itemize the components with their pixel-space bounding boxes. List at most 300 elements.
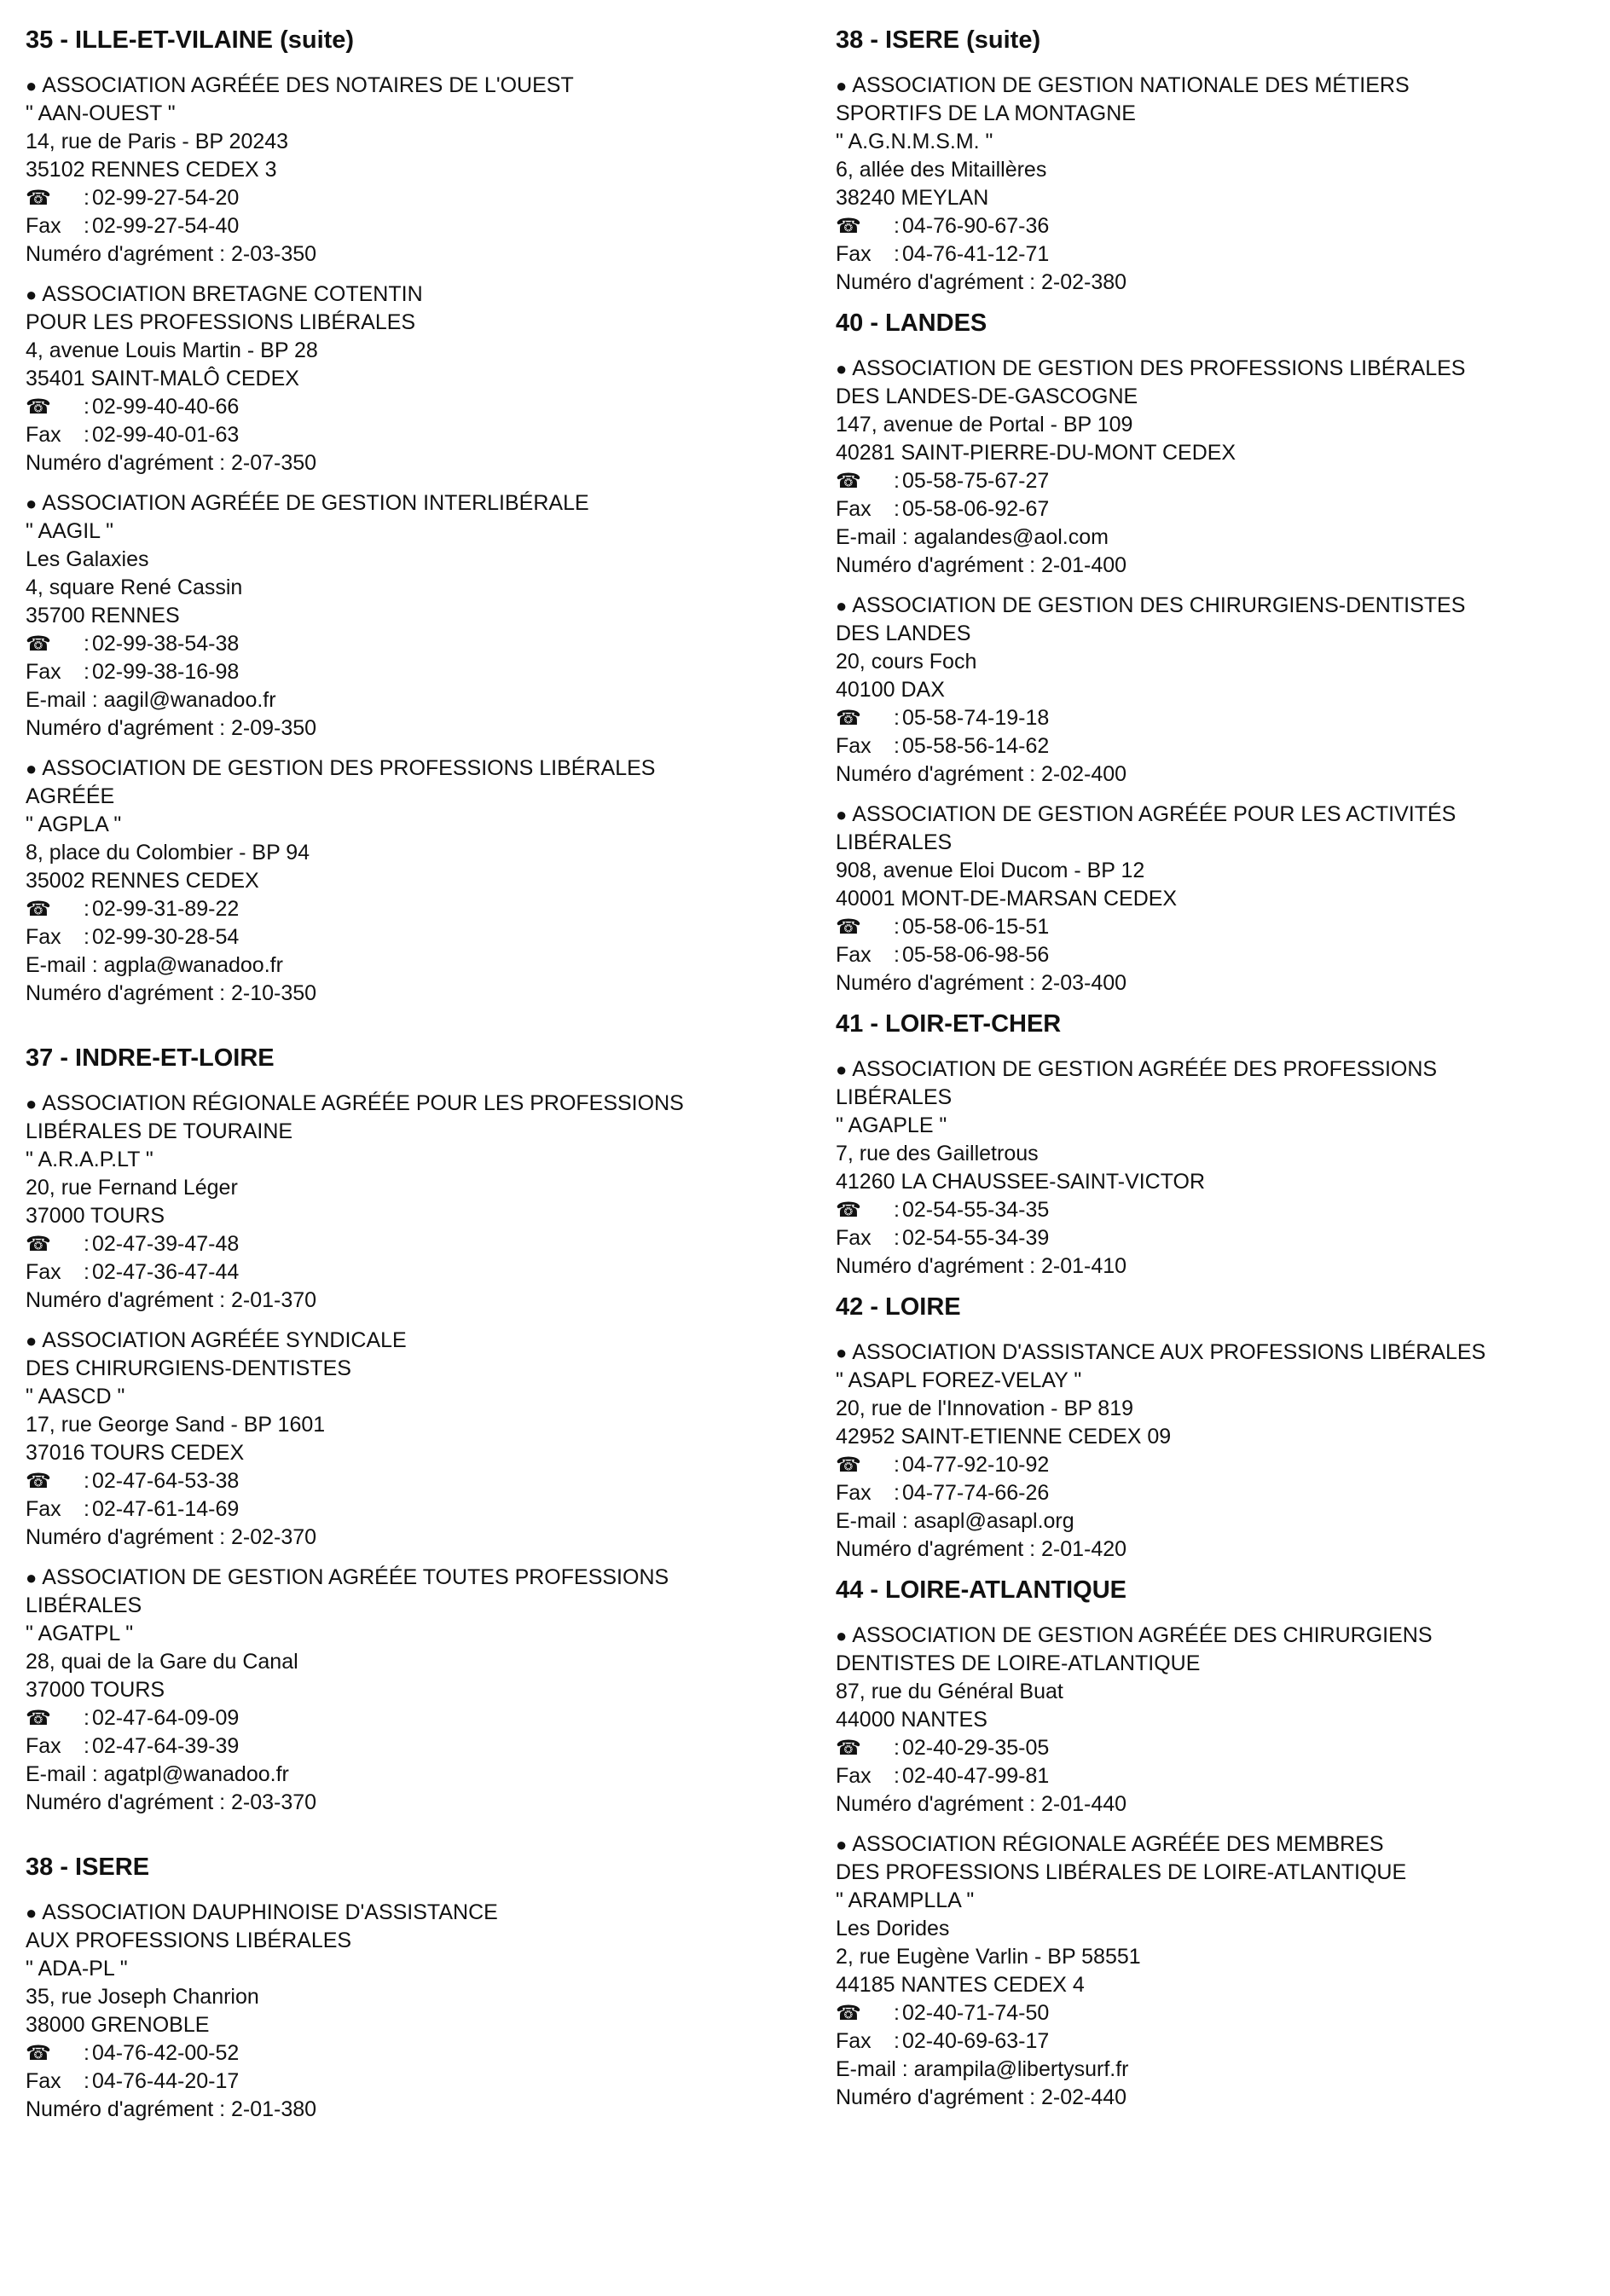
phone-icon: ☎ <box>836 916 861 939</box>
association-name-text: " AGPLA " <box>26 813 122 836</box>
association-name-text: ASSOCIATION DE GESTION DES PROFESSIONS LIBÉRALES <box>42 756 656 780</box>
phone-number: 02-47-64-53-38 <box>91 1469 240 1493</box>
address-line: 20, rue de l'Innovation - BP 819 <box>836 1397 1133 1420</box>
fax-line <box>26 212 793 240</box>
fax-number: 04-76-44-20-17 <box>91 2069 240 2093</box>
phone-icon: ☎ <box>836 215 861 238</box>
address-line: 40281 SAINT-PIERRE-DU-MONT CEDEX <box>836 441 1236 465</box>
phone-line <box>26 630 793 658</box>
bullet-icon: ● <box>26 758 38 779</box>
phone-icon: ☎ <box>836 707 861 730</box>
phone-icon: ☎ <box>26 187 51 210</box>
phone-colon: : <box>84 632 90 656</box>
address-line: 40001 MONT-DE-MARSAN CEDEX <box>836 887 1178 911</box>
phone-line <box>836 1451 1603 1479</box>
right-column <box>836 26 1603 2124</box>
association-name-text: " ASAPL FOREZ-VELAY " <box>836 1368 1082 1392</box>
association-name-line <box>26 309 793 337</box>
agrement-number: Numéro d'agrément : 2-02-380 <box>836 270 1127 294</box>
association-name-line <box>836 128 1603 156</box>
phone-icon: ☎ <box>26 1470 51 1493</box>
address-line: Les Dorides <box>836 1917 950 1940</box>
address-line: 44000 NANTES <box>836 1708 987 1732</box>
fax-number: 04-77-74-66-26 <box>901 1481 1050 1505</box>
association-name-text: AUX PROFESSIONS LIBÉRALES <box>26 1929 352 1952</box>
phone-number: 02-47-39-47-48 <box>91 1232 240 1256</box>
association-name-line <box>26 1899 793 1927</box>
association-name-text: ASSOCIATION BRETAGNE COTENTIN <box>42 282 423 306</box>
association-entry <box>26 1090 793 1315</box>
phone-colon: : <box>894 214 900 238</box>
phone-line <box>836 212 1603 240</box>
fax-line <box>836 1479 1603 1507</box>
association-name-text: ASSOCIATION RÉGIONALE AGRÉÉE DES MEMBRES <box>852 1832 1384 1856</box>
bullet-icon: ● <box>836 804 848 825</box>
fax-line <box>26 658 793 686</box>
address-line: Les Galaxies <box>26 547 149 571</box>
phone-line <box>836 1734 1603 1762</box>
address-line: 20, cours Foch <box>836 650 977 674</box>
association-name-line <box>26 1090 793 1118</box>
department-title: 37 - INDRE-ET-LOIRE <box>26 1044 275 1072</box>
fax-colon: : <box>894 1764 900 1788</box>
association-name-line <box>26 1927 793 1955</box>
address-line: 28, quai de la Gare du Canal <box>26 1650 298 1674</box>
association-name-line <box>836 1622 1603 1650</box>
phone-line <box>836 704 1603 732</box>
phone-line <box>836 913 1603 941</box>
association-name-line <box>836 72 1603 100</box>
address-line: 8, place du Colombier - BP 94 <box>26 841 310 865</box>
association-name-line <box>26 1327 793 1355</box>
association-name-line <box>26 518 793 546</box>
bullet-icon: ● <box>26 493 38 514</box>
association-name-text: DES LANDES <box>836 622 971 645</box>
left-column <box>26 26 793 2136</box>
phone-colon: : <box>84 395 90 419</box>
agrement-number: Numéro d'agrément : 2-03-370 <box>26 1790 317 1814</box>
association-name-text: ASSOCIATION DE GESTION AGRÉÉE DES PROFESSIONS <box>852 1057 1438 1081</box>
phone-number: 04-76-42-00-52 <box>91 2041 240 2065</box>
address-line: 35102 RENNES CEDEX 3 <box>26 158 277 182</box>
fax-line <box>836 941 1603 969</box>
fax-colon: : <box>84 925 90 949</box>
association-name-text: " A.R.A.P.LT " <box>26 1148 153 1171</box>
fax-line <box>26 421 793 449</box>
address-line: 35, rue Joseph Chanrion <box>26 1985 259 2009</box>
phone-number: 05-58-06-15-51 <box>901 915 1050 939</box>
fax-colon: : <box>894 943 900 967</box>
agrement-number: Numéro d'agrément : 2-02-440 <box>836 2085 1127 2109</box>
association-name-line <box>26 1146 793 1174</box>
department-title: 38 - ISERE (suite) <box>836 26 1041 54</box>
fax-label: Fax <box>26 1260 61 1284</box>
phone-colon: : <box>894 1736 900 1760</box>
association-entry <box>836 1622 1603 1819</box>
department-title: 38 - ISERE <box>26 1854 150 1881</box>
association-name-line <box>836 1055 1603 1084</box>
association-name-line <box>26 1383 793 1411</box>
agrement-number: Numéro d'agrément : 2-03-400 <box>836 971 1127 995</box>
address-line: 6, allée des Mitaillères <box>836 158 1047 182</box>
fax-line <box>836 732 1603 761</box>
fax-colon: : <box>894 1226 900 1250</box>
fax-number: 02-47-64-39-39 <box>91 1734 240 1758</box>
association-name-text: ASSOCIATION AGRÉÉE SYNDICALE <box>42 1328 407 1352</box>
address-line: 147, avenue de Portal - BP 109 <box>836 413 1133 437</box>
association-name-line <box>836 801 1603 829</box>
association-name-text: SPORTIFS DE LA MONTAGNE <box>836 101 1136 125</box>
fax-colon: : <box>894 497 900 521</box>
phone-icon: ☎ <box>26 1707 51 1730</box>
fax-label: Fax <box>836 734 872 758</box>
association-name-text: DES LANDES-DE-GASCOGNE <box>836 385 1138 408</box>
association-name-line <box>836 1650 1603 1678</box>
phone-number: 04-77-92-10-92 <box>901 1453 1050 1477</box>
phone-number: 04-76-90-67-36 <box>901 214 1050 238</box>
association-name-text: " AAGIL " <box>26 519 113 543</box>
fax-line <box>836 1224 1603 1252</box>
agrement-number: Numéro d'agrément : 2-01-380 <box>26 2097 317 2121</box>
email-line: E-mail : agatpl@wanadoo.fr <box>26 1762 289 1786</box>
association-entry <box>26 1327 793 1552</box>
association-name-text: ASSOCIATION DE GESTION DES PROFESSIONS LIBÉRALES <box>852 356 1466 380</box>
phone-colon: : <box>894 706 900 730</box>
fax-label: Fax <box>836 1226 872 1250</box>
phone-line <box>836 1999 1603 2027</box>
fax-colon: : <box>84 2069 90 2093</box>
fax-number: 02-40-69-63-17 <box>901 2029 1050 2053</box>
bullet-icon: ● <box>836 1625 848 1646</box>
phone-colon: : <box>84 897 90 921</box>
fax-number: 02-47-36-47-44 <box>91 1260 240 1284</box>
phone-line <box>26 895 793 923</box>
association-name-line <box>26 1620 793 1648</box>
fax-line <box>26 1732 793 1761</box>
phone-icon: ☎ <box>26 898 51 921</box>
association-entry <box>26 489 793 743</box>
fax-line <box>26 1495 793 1524</box>
fax-label: Fax <box>836 2029 872 2053</box>
phone-number: 02-99-40-40-66 <box>91 395 240 419</box>
address-line: 37000 TOURS <box>26 1204 165 1228</box>
association-entry <box>836 355 1603 580</box>
bullet-icon: ● <box>836 595 848 616</box>
phone-icon: ☎ <box>836 1199 861 1222</box>
phone-number: 02-99-31-89-22 <box>91 897 240 921</box>
fax-colon: : <box>84 1497 90 1521</box>
fax-line <box>836 1762 1603 1790</box>
address-line: 38240 MEYLAN <box>836 186 989 210</box>
bullet-icon: ● <box>836 1342 848 1363</box>
association-name-text: ASSOCIATION AGRÉÉE DE GESTION INTERLIBÉRALE <box>42 491 589 515</box>
association-name-text: ASSOCIATION DE GESTION NATIONALE DES MÉTIERS <box>852 73 1410 97</box>
department-section <box>836 309 1603 998</box>
fax-number: 05-58-06-92-67 <box>901 497 1050 521</box>
phone-colon: : <box>894 469 900 493</box>
association-name-text: " ADA-PL " <box>26 1957 128 1981</box>
association-entry <box>836 1339 1603 1564</box>
association-name-line <box>26 489 793 518</box>
fax-colon: : <box>894 734 900 758</box>
address-line: 17, rue George Sand - BP 1601 <box>26 1413 326 1437</box>
address-line: 35401 SAINT-MALÔ CEDEX <box>26 367 299 390</box>
agrement-number: Numéro d'agrément : 2-01-370 <box>26 1288 317 1312</box>
phone-line <box>26 1467 793 1495</box>
phone-line <box>26 393 793 421</box>
fax-label: Fax <box>26 1497 61 1521</box>
fax-line <box>836 2027 1603 2056</box>
email-line: E-mail : asapl@asapl.org <box>836 1509 1074 1533</box>
association-entry <box>26 1564 793 1817</box>
phone-line <box>26 1704 793 1732</box>
fax-colon: : <box>84 423 90 447</box>
fax-label: Fax <box>836 1481 872 1505</box>
address-line: 14, rue de Paris - BP 20243 <box>26 130 289 153</box>
association-name-text: DENTISTES DE LOIRE-ATLANTIQUE <box>836 1651 1201 1675</box>
association-name-text: ASSOCIATION AGRÉÉE DES NOTAIRES DE L'OUEST <box>42 73 574 97</box>
association-name-line <box>26 1564 793 1592</box>
association-name-line <box>836 100 1603 128</box>
phone-colon: : <box>894 915 900 939</box>
association-entry <box>836 72 1603 297</box>
association-name-line <box>26 1118 793 1146</box>
fax-number: 02-99-30-28-54 <box>91 925 240 949</box>
association-name-line <box>836 355 1603 383</box>
phone-icon: ☎ <box>26 396 51 419</box>
phone-colon: : <box>84 186 90 210</box>
association-name-text: " A.G.N.M.S.M. " <box>836 130 993 153</box>
agrement-number: Numéro d'agrément : 2-02-370 <box>26 1525 317 1549</box>
association-entry <box>836 1055 1603 1281</box>
association-name-line <box>26 1355 793 1383</box>
association-name-text: " AGAPLE " <box>836 1113 947 1137</box>
association-name-line <box>836 1084 1603 1112</box>
association-name-text: DES CHIRURGIENS-DENTISTES <box>26 1356 351 1380</box>
department-title: 41 - LOIR-ET-CHER <box>836 1010 1062 1038</box>
bullet-icon: ● <box>26 75 38 96</box>
bullet-icon: ● <box>26 284 38 305</box>
department-title: 42 - LOIRE <box>836 1293 961 1321</box>
association-entry <box>26 72 793 269</box>
fax-number: 02-99-27-54-40 <box>91 214 240 238</box>
address-line: 20, rue Fernand Léger <box>26 1176 238 1200</box>
association-name-line <box>836 1887 1603 1915</box>
association-entry <box>26 1899 793 2124</box>
phone-icon: ☎ <box>836 1454 861 1477</box>
phone-icon: ☎ <box>836 470 861 493</box>
department-title: 35 - ILLE-ET-VILAINE (suite) <box>26 26 355 54</box>
phone-number: 02-47-64-09-09 <box>91 1706 240 1730</box>
email-line: E-mail : arampila@libertysurf.fr <box>836 2057 1129 2081</box>
address-line: 87, rue du Général Buat <box>836 1680 1063 1703</box>
phone-number: 05-58-74-19-18 <box>901 706 1050 730</box>
association-name-text: LIBÉRALES DE TOURAINE <box>26 1119 293 1143</box>
phone-line <box>26 1230 793 1258</box>
phone-line <box>836 467 1603 495</box>
phone-icon: ☎ <box>26 2042 51 2065</box>
fax-label: Fax <box>26 423 61 447</box>
association-name-text: POUR LES PROFESSIONS LIBÉRALES <box>26 310 416 334</box>
address-line: 44185 NANTES CEDEX 4 <box>836 1973 1085 1997</box>
phone-colon: : <box>84 1469 90 1493</box>
address-line: 2, rue Eugène Varlin - BP 58551 <box>836 1945 1141 1969</box>
address-line: 37016 TOURS CEDEX <box>26 1441 245 1465</box>
phone-icon: ☎ <box>26 633 51 656</box>
phone-colon: : <box>894 1198 900 1222</box>
fax-number: 05-58-06-98-56 <box>901 943 1050 967</box>
association-name-text: " ARAMPLLA " <box>836 1888 975 1912</box>
association-name-text: " AGATPL " <box>26 1622 134 1645</box>
association-name-line <box>836 383 1603 411</box>
association-name-text: " AASCD " <box>26 1385 125 1408</box>
association-name-line <box>26 1592 793 1620</box>
association-name-line <box>26 811 793 839</box>
association-name-text: ASSOCIATION RÉGIONALE AGRÉÉE POUR LES PROFESSIONS <box>42 1091 684 1115</box>
association-name-line <box>26 72 793 100</box>
agrement-number: Numéro d'agrément : 2-03-350 <box>26 242 317 266</box>
fax-label: Fax <box>836 242 872 266</box>
department-title: 40 - LANDES <box>836 309 987 337</box>
address-line: 40100 DAX <box>836 678 945 702</box>
fax-number: 02-54-55-34-39 <box>901 1226 1050 1250</box>
fax-colon: : <box>894 242 900 266</box>
fax-label: Fax <box>26 660 61 684</box>
fax-line <box>836 240 1603 269</box>
bullet-icon: ● <box>26 1567 38 1588</box>
agrement-number: Numéro d'agrément : 2-10-350 <box>26 981 317 1005</box>
phone-line <box>836 1196 1603 1224</box>
fax-colon: : <box>84 660 90 684</box>
fax-colon: : <box>84 214 90 238</box>
address-line: 38000 GRENOBLE <box>26 2013 210 2037</box>
department-section <box>836 1576 1603 2112</box>
agrement-number: Numéro d'agrément : 2-07-350 <box>26 451 317 475</box>
fax-label: Fax <box>836 943 872 967</box>
department-section <box>836 1009 1603 1281</box>
agrement-number: Numéro d'agrément : 2-09-350 <box>26 716 317 740</box>
phone-number: 02-99-38-54-38 <box>91 632 240 656</box>
phone-colon: : <box>84 1706 90 1730</box>
association-name-line <box>26 1955 793 1983</box>
address-line: 7, rue des Gailletrous <box>836 1142 1039 1165</box>
phone-line <box>26 2039 793 2068</box>
association-name-text: ASSOCIATION DE GESTION DES CHIRURGIENS-DENTISTES <box>852 593 1466 617</box>
phone-colon: : <box>84 1232 90 1256</box>
association-name-text: ASSOCIATION DE GESTION AGRÉÉE POUR LES ACTIVITÉS <box>852 802 1457 826</box>
address-line: 4, avenue Louis Martin - BP 28 <box>26 338 318 362</box>
agrement-number: Numéro d'agrément : 2-02-400 <box>836 762 1127 786</box>
association-name-line <box>836 1859 1603 1887</box>
association-name-text: DES PROFESSIONS LIBÉRALES DE LOIRE-ATLANTIQUE <box>836 1860 1407 1884</box>
bullet-icon: ● <box>836 1834 848 1855</box>
department-section <box>836 1293 1603 1564</box>
email-line: E-mail : aagil@wanadoo.fr <box>26 688 276 712</box>
fax-label: Fax <box>836 1764 872 1788</box>
association-entry <box>836 801 1603 998</box>
department-section <box>26 1829 793 2124</box>
department-section <box>836 26 1603 297</box>
association-name-line <box>836 829 1603 857</box>
phone-icon: ☎ <box>836 2002 861 2025</box>
address-line: 35700 RENNES <box>26 604 180 627</box>
address-line: 37000 TOURS <box>26 1678 165 1702</box>
bullet-icon: ● <box>26 1093 38 1114</box>
association-name-text: ASSOCIATION DE GESTION AGRÉÉE TOUTES PROFESSIONS <box>42 1565 669 1589</box>
association-name-text: ASSOCIATION DAUPHINOISE D'ASSISTANCE <box>42 1900 498 1924</box>
association-name-line <box>836 620 1603 648</box>
bullet-icon: ● <box>26 1902 38 1923</box>
association-name-text: ASSOCIATION DE GESTION AGRÉÉE DES CHIRURGIENS <box>852 1623 1433 1647</box>
phone-icon: ☎ <box>26 1233 51 1256</box>
phone-colon: : <box>894 2001 900 2025</box>
fax-colon: : <box>894 1481 900 1505</box>
address-line: 41260 LA CHAUSSEE-SAINT-VICTOR <box>836 1170 1206 1194</box>
association-name-line <box>836 1339 1603 1367</box>
fax-number: 04-76-41-12-71 <box>901 242 1050 266</box>
fax-label: Fax <box>26 2069 61 2093</box>
association-name-line <box>26 280 793 309</box>
phone-icon: ☎ <box>836 1737 861 1760</box>
association-name-text: LIBÉRALES <box>26 1593 142 1617</box>
association-name-line <box>26 783 793 811</box>
agrement-number: Numéro d'agrément : 2-01-440 <box>836 1792 1127 1816</box>
association-name-text: " AAN-OUEST " <box>26 101 176 125</box>
department-section <box>26 26 793 1008</box>
fax-label: Fax <box>26 214 61 238</box>
association-name-line <box>836 1112 1603 1140</box>
association-entry <box>836 1830 1603 2112</box>
association-name-line <box>836 1830 1603 1859</box>
fax-number: 05-58-56-14-62 <box>901 734 1050 758</box>
fax-colon: : <box>894 2029 900 2053</box>
association-name-text: ASSOCIATION D'ASSISTANCE AUX PROFESSIONS LIBÉRALES <box>852 1340 1486 1364</box>
bullet-icon: ● <box>836 75 848 96</box>
address-line: 42952 SAINT-ETIENNE CEDEX 09 <box>836 1425 1172 1449</box>
association-name-line <box>26 755 793 783</box>
fax-number: 02-40-47-99-81 <box>901 1764 1050 1788</box>
association-name-text: AGRÉÉE <box>26 784 115 808</box>
fax-number: 02-99-40-01-63 <box>91 423 240 447</box>
association-name-text: LIBÉRALES <box>836 830 953 854</box>
email-line: E-mail : agalandes@aol.com <box>836 525 1109 549</box>
phone-number: 02-54-55-34-35 <box>901 1198 1050 1222</box>
agrement-number: Numéro d'agrément : 2-01-400 <box>836 553 1127 577</box>
bullet-icon: ● <box>836 1059 848 1080</box>
fax-label: Fax <box>26 1734 61 1758</box>
fax-number: 02-99-38-16-98 <box>91 660 240 684</box>
association-name-line <box>836 1367 1603 1395</box>
phone-number: 02-40-29-35-05 <box>901 1736 1050 1760</box>
address-line: 908, avenue Eloi Ducom - BP 12 <box>836 859 1145 882</box>
fax-label: Fax <box>26 925 61 949</box>
email-line: E-mail : agpla@wanadoo.fr <box>26 953 283 977</box>
fax-colon: : <box>84 1734 90 1758</box>
association-name-text: LIBÉRALES <box>836 1085 953 1109</box>
phone-colon: : <box>894 1453 900 1477</box>
association-name-line <box>26 100 793 128</box>
address-line: 4, square René Cassin <box>26 575 243 599</box>
fax-number: 02-47-61-14-69 <box>91 1497 240 1521</box>
department-title: 44 - LOIRE-ATLANTIQUE <box>836 1576 1127 1604</box>
fax-line <box>26 1258 793 1287</box>
phone-colon: : <box>84 2041 90 2065</box>
association-entry <box>836 592 1603 789</box>
fax-label: Fax <box>836 497 872 521</box>
fax-line <box>836 495 1603 523</box>
phone-line <box>26 184 793 212</box>
fax-line <box>26 2068 793 2096</box>
